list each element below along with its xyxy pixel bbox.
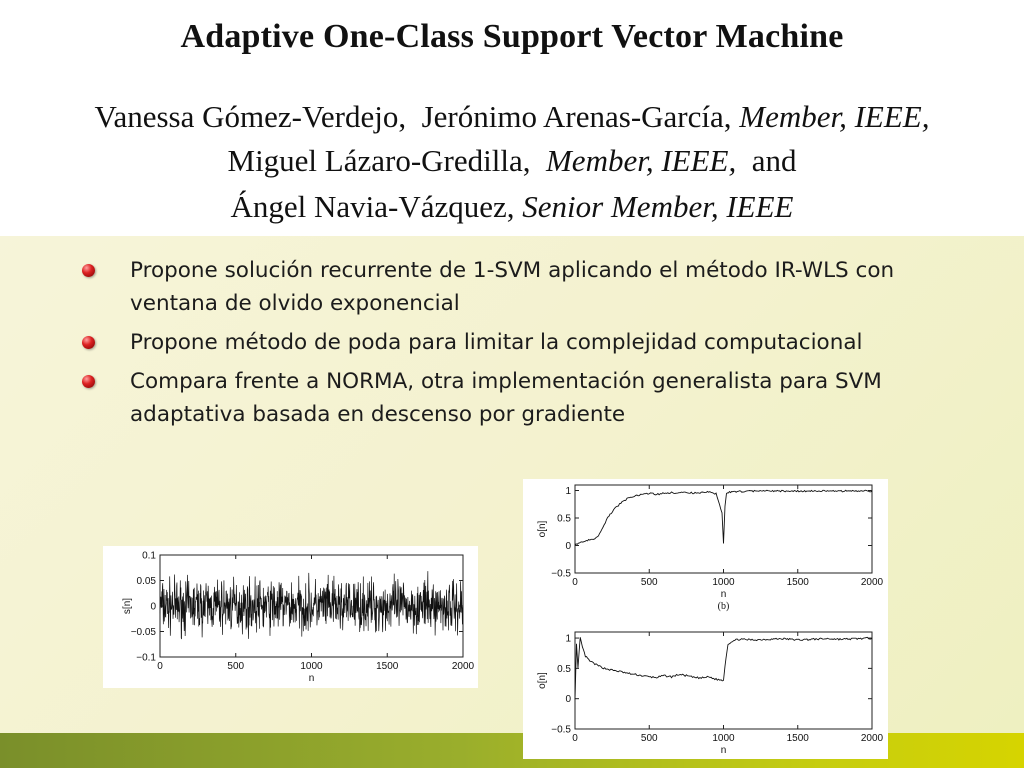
x-tick-label: 500 [640,733,658,744]
bullet-item [78,254,958,320]
y-tick-label: 0.5 [557,663,571,675]
author-name: Ángel Navia-Vázquez, [230,189,515,224]
x-tick-label: 1500 [786,577,809,588]
authors-line-3 [0,189,1024,225]
authors-line-1 [0,99,1024,135]
y-tick-label: 0.1 [142,550,156,562]
figure-caption: (b) [717,601,730,612]
x-tick-label: 0 [572,577,578,588]
output-series-line [575,490,872,545]
y-tick-label: −0.5 [551,724,571,736]
y-tick-label: 0.5 [557,513,571,525]
bullet-text: Propone solución recurrente de 1-SVM aplicando el método IR-WLS con ventana de olvido exponencial [130,258,895,316]
x-tick-label: 0 [572,733,578,744]
bullet-icon [82,375,95,388]
x-axis-label: n [720,589,727,600]
x-tick-label: 2000 [451,661,475,672]
author-role: Member, IEEE, [739,99,930,134]
x-tick-label: 500 [227,661,245,672]
bullet-text: Propone método de poda para limitar la complejidad computacional [130,330,863,355]
y-tick-label: 0 [565,541,571,552]
y-tick-label: −0.1 [136,652,156,664]
paper-header-image [0,0,1024,236]
bullet-icon [82,336,95,349]
x-tick-label: 1500 [376,661,399,672]
signal-plot-svg [103,546,478,688]
x-tick-label: 1000 [712,733,735,744]
conjunction: and [751,143,797,178]
signal-plot [103,546,478,688]
author-name: Jerónimo Arenas-García, [421,99,732,134]
author-name: Miguel Lázaro-Gredilla, [227,143,531,178]
x-tick-label: 2000 [860,577,884,588]
author-role: Member, IEEE, [545,143,737,178]
x-axis-label: n [720,745,727,756]
bullet-icon [82,264,95,277]
x-tick-label: 2000 [860,733,884,744]
output-plot-b-svg [523,479,888,627]
authors-line-2 [0,143,1024,179]
y-tick-label: 0 [565,694,571,706]
y-tick-label: 0 [150,601,156,613]
y-axis-label: s[n] [122,597,133,615]
bullet-list [78,254,958,437]
x-tick-label: 1000 [300,661,323,672]
plot-frame [575,485,872,573]
author-role: Senior Member, IEEE [522,189,794,224]
x-tick-label: 500 [640,577,658,588]
x-tick-label: 1000 [712,577,735,588]
y-tick-label: 1 [565,486,571,497]
y-tick-label: −0.05 [130,627,156,638]
x-tick-label: 0 [157,661,163,672]
author-name: Vanessa Gómez-Verdejo, [94,99,407,134]
bullet-item [78,326,958,359]
output-plot-c-svg [523,627,888,759]
x-tick-label: 1500 [786,733,809,744]
signal-series-line [160,571,463,639]
bullet-item [78,365,958,431]
output-series-line [575,637,872,699]
y-tick-label: 1 [565,633,571,645]
y-tick-label: −0.5 [551,568,571,580]
bullet-text: Compara frente a NORMA, otra implementación generalista para SVM adaptativa basada en descenso por gradiente [130,369,882,427]
paper-title: Adaptive One-Class Support Vector Machine [180,18,844,55]
y-tick-label: 0.05 [136,576,156,587]
x-axis-label: n [308,673,315,684]
output-plots [523,479,888,759]
y-axis-label: o[n] [537,520,548,538]
y-axis-label: o[n] [537,672,548,689]
